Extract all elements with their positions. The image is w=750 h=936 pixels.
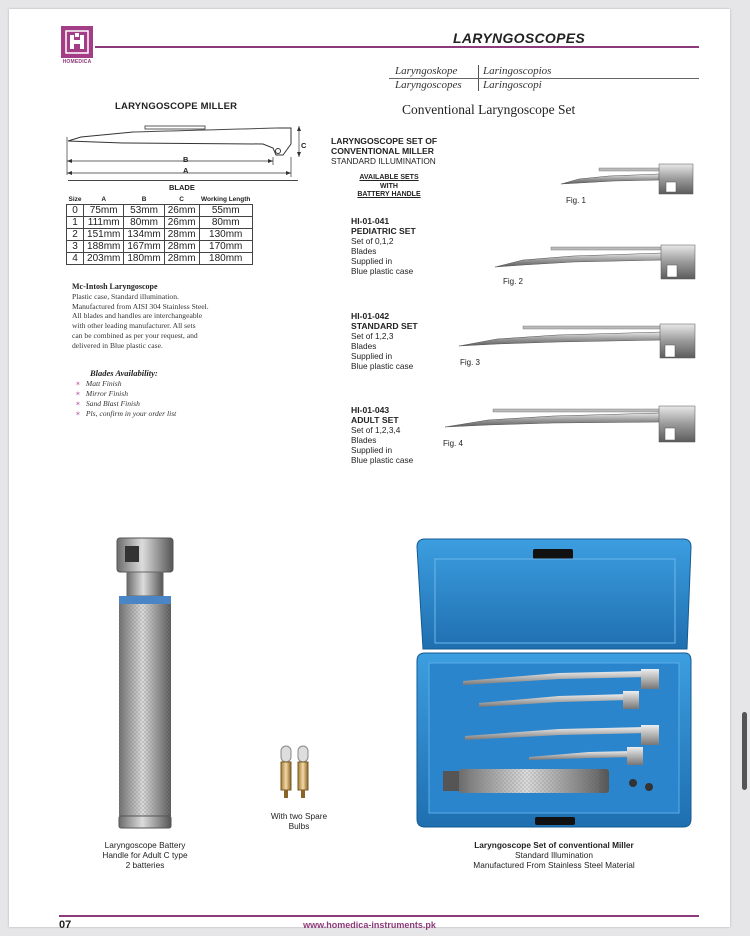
table-cell: 53mm: [124, 205, 164, 217]
set-heading-line: LARYNGOSCOPE SET OF: [331, 136, 438, 146]
table-cell: 55mm: [199, 205, 252, 217]
table-cell: 111mm: [84, 217, 124, 229]
bullet-star-icon: ✶: [75, 410, 81, 418]
table-cell: 203mm: [84, 253, 124, 265]
available-line: WITH: [380, 182, 398, 190]
description-line: All blades and handles are interchangeable: [72, 311, 203, 321]
set-detail-line: Blue plastic case: [351, 455, 414, 465]
mcintosh-title: Mc-Intosh Laryngoscope: [72, 282, 158, 291]
footer-rule: [59, 915, 699, 917]
header-rule: [59, 46, 699, 48]
logo: [59, 26, 95, 70]
table-cell: 80mm: [124, 217, 164, 229]
set-detail-line: Supplied in: [351, 351, 393, 361]
logo-text: HOMEDICA: [62, 59, 92, 65]
table-cell: 26mm: [164, 217, 199, 229]
list-item-label: Pls, confirm in your order list: [85, 409, 177, 418]
translation-es: Laringoscopios: [483, 65, 552, 77]
table-header-cell: Size: [68, 196, 82, 203]
caption-line: Bulbs: [288, 821, 310, 831]
set-name: ADULT SET: [351, 415, 399, 425]
list-item: [75, 379, 176, 389]
bullet-star-icon: ✶: [75, 390, 81, 398]
list-item: [75, 409, 176, 419]
set-name: STANDARD SET: [351, 321, 418, 331]
table-cell: 151mm: [84, 229, 124, 241]
list-item: [75, 389, 176, 399]
table-cell: 170mm: [199, 241, 252, 253]
table-cell: 75mm: [84, 205, 124, 217]
translation-de: Laryngoskope: [395, 65, 458, 77]
laryngoscope-kit-case-image: [409, 531, 699, 835]
table-header-cell: C: [179, 196, 184, 203]
table-row: [67, 217, 253, 229]
table-cell: 28mm: [164, 229, 199, 241]
set-block: [351, 311, 451, 371]
table-cell: 80mm: [199, 217, 252, 229]
blade-figure-4: [443, 403, 699, 447]
set-detail-line: Supplied in: [351, 256, 393, 266]
mcintosh-description: [72, 292, 302, 350]
caption-line: Handle for Adult C type: [102, 850, 188, 860]
set-heading-line: CONVENTIONAL MILLER: [331, 146, 434, 156]
table-header-cell: Working Length: [201, 196, 251, 203]
battery-handle-caption: [65, 840, 225, 870]
table-cell: 2: [67, 229, 84, 241]
description-line: can be combined as per your request, and: [72, 330, 198, 340]
caption-line: 2 batteries: [125, 860, 165, 870]
table-row: [67, 205, 253, 217]
set-block: [351, 216, 451, 276]
kit-caption: [449, 840, 659, 870]
available-line: AVAILABLE SETS: [359, 174, 419, 181]
table-cell: 130mm: [199, 229, 252, 241]
set-code: HI-01-043: [351, 405, 390, 415]
set-detail-line: Blades: [351, 341, 377, 351]
table-cell: 4: [67, 253, 84, 265]
set-detail-line: Set of 1,2,3,4: [351, 425, 401, 435]
set-detail-line: Supplied in: [351, 445, 393, 455]
battery-handle-image: [101, 536, 181, 836]
dimension-c-label: C: [301, 141, 307, 150]
description-line: Manufactured from AISI 304 Stainless Steel.: [72, 301, 209, 311]
availability-list: [75, 379, 176, 419]
set-detail-line: Blades: [351, 246, 377, 256]
caption-line: Manufactured From Stainless Steel Material: [473, 860, 635, 870]
set-name: PEDIATRIC SET: [351, 226, 416, 236]
figure-2-label: Fig. 2: [503, 277, 524, 286]
dimension-a-label: A: [183, 166, 189, 175]
caption-line: Standard Illumination: [515, 850, 593, 860]
set-detail-line: Blades: [351, 435, 377, 445]
list-item-label: Mirror Finish: [85, 389, 128, 398]
scrollbar-thumb[interactable]: [742, 712, 747, 790]
available-sets-note: [349, 174, 429, 200]
miller-section-title: LARYNGOSCOPE MILLER: [115, 101, 238, 112]
table-row: [67, 229, 253, 241]
table-cell: 1: [67, 217, 84, 229]
table-cell: 26mm: [164, 205, 199, 217]
available-line: BATTERY HANDLE: [357, 191, 421, 198]
set-code: HI-01-041: [351, 216, 390, 226]
description-line: delivered in Blue plastic case.: [72, 340, 163, 350]
table-header-cell: B: [141, 196, 147, 203]
set-detail-line: Blue plastic case: [351, 266, 414, 276]
blade-label: BLADE: [169, 183, 195, 192]
table-cell: 134mm: [124, 229, 164, 241]
set-subheading: STANDARD ILLUMINATION: [331, 156, 436, 166]
translation-rule: [389, 78, 699, 79]
logo-mark: [61, 26, 93, 58]
set-detail-line: Set of 0,1,2: [351, 236, 394, 246]
table-row: [67, 241, 253, 253]
dimension-b-label: B: [183, 155, 189, 164]
set-code: HI-01-042: [351, 311, 390, 321]
figure-4-label: Fig. 4: [443, 439, 464, 448]
set-detail-line: Set of 1,2,3: [351, 331, 394, 341]
page-number: 07: [59, 919, 72, 931]
table-header-cell: A: [101, 196, 107, 203]
table-cell: 28mm: [164, 253, 199, 265]
list-item: [75, 399, 176, 409]
translation-it: Laringoscopi: [483, 79, 542, 91]
blade-size-table: [66, 195, 253, 265]
figure-3-label: Fig. 3: [460, 358, 481, 367]
website-link[interactable]: www.homedica-instruments.pk: [303, 920, 436, 930]
list-item-label: Sand Blast Finish: [85, 399, 140, 408]
translation-fr: Laryngoscopes: [395, 79, 462, 91]
bullet-star-icon: ✶: [75, 380, 81, 388]
list-item-label: Matt Finish: [85, 379, 122, 388]
blade-figure-3: [457, 322, 699, 364]
table-cell: 188mm: [84, 241, 124, 253]
caption-line: With two Spare: [270, 811, 328, 821]
table-cell: 180mm: [199, 253, 252, 265]
description-line: Plastic case, Standard illumination.: [72, 292, 179, 301]
table-row: [67, 253, 253, 265]
table-cell: 0: [67, 205, 84, 217]
table-cell: 3: [67, 241, 84, 253]
set-block: [351, 405, 451, 465]
table-cell: 180mm: [124, 253, 164, 265]
availability-title: Blades Availability:: [90, 368, 158, 378]
set-detail-line: Blue plastic case: [351, 361, 414, 371]
catalog-page: [9, 9, 730, 931]
conventional-section-title: Conventional Laryngoscope Set: [402, 102, 576, 117]
table-cell: 167mm: [124, 241, 164, 253]
spare-bulbs-image: [275, 742, 315, 806]
description-line: with other leading manufacturer. All sets: [72, 321, 196, 331]
set-heading: [331, 136, 451, 166]
caption-line: Laryngoscope Battery: [104, 840, 186, 850]
blade-label-rule: [68, 180, 298, 181]
blade-figure-2: [493, 241, 698, 283]
table-cell: 28mm: [164, 241, 199, 253]
spare-bulbs-caption: [259, 811, 339, 831]
kit-caption-title: Laryngoscope Set of conventional Miller: [474, 840, 634, 850]
page-title: LARYNGOSCOPES: [453, 30, 585, 46]
figure-1-label: Fig. 1: [566, 196, 587, 205]
bullet-star-icon: ✶: [75, 400, 81, 408]
blade-figure-1: [559, 160, 699, 200]
